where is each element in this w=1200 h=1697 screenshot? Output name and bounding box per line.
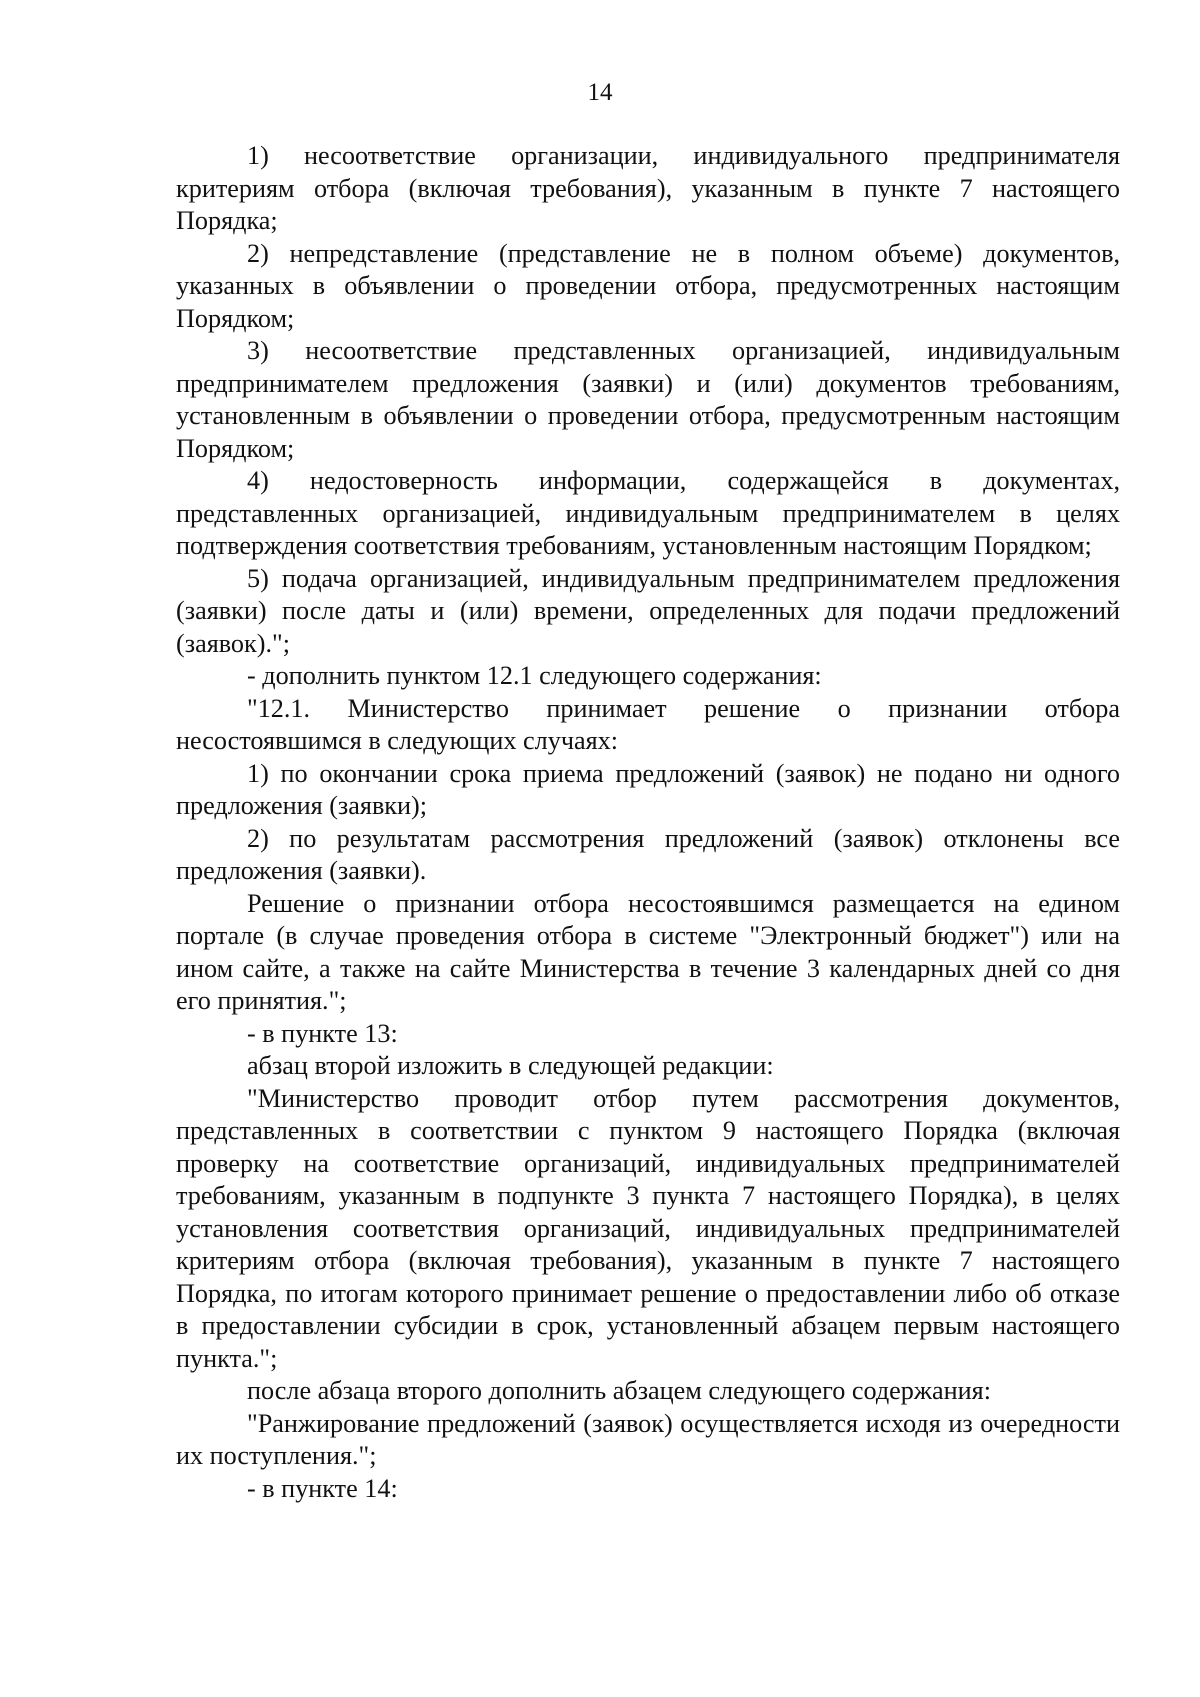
- paragraph-all-rejected: 2) по результатам рассмотрения предложений (заявок) отклонены все предложения (заявки).: [176, 823, 1120, 885]
- paragraph-add-point-12-1: - дополнить пунктом 12.1 следующего содержания:: [247, 661, 822, 690]
- paragraph-point-13: - в пункте 13:: [247, 1018, 398, 1048]
- page-number: 14: [587, 79, 613, 106]
- paragraph-point-14: - в пункте 14:: [247, 1473, 398, 1503]
- paragraph-no-applications: 1) по окончании срока приема предложений (заявок) не подано ни одного предложения (заявки);: [176, 758, 1120, 820]
- paragraph-documents-missing: 2) непредставление (представление не в полном объеме) документов, указанных в объявлении о проведении отбора, предусмотренных настоящим Порядком;: [176, 238, 1120, 333]
- paragraph-selection-procedure: "Министерство проводит отбор путем рассмотрения документов, представленных в соответствии с пунктом 9 настоящего Порядка (включая проверку на соответствие организаций, индивидуальных предпринимателей требованиям, указанным в подпункте 3 пункта 7 настоящего Порядка), в целях установления соответствия организаций, индивидуальных предпринимателей критериям отбора (включая требования), указанным в пункте 7 настоящего Порядка, по итогам которого принимает решение о предоставлении либо об отказе в предоставлении субсидии в срок, установленный абзацем первым настоящего пункта.";: [176, 1083, 1120, 1373]
- paragraph-publication-decision: Решение о признании отбора несостоявшимся размещается на едином портале (в случае проведения отбора в системе "Электронный бюджет") или на ином сайте, а также на сайте Министерства в течение 3 календарных дней со дня его принятия.";: [176, 888, 1120, 1015]
- paragraph-unreliable-info: 4) недостоверность информации, содержащейся в документах, представленных организацией, индивидуальным предпринимателем в целях подтверждения соответствия требованиям, установленным настоящим Порядком;: [176, 466, 1120, 560]
- paragraph-criteria-mismatch: 1) несоответствие организации, индивидуального предпринимателя критериям отбора (включая требования), указанным в пункте 7 настоящего Порядка;: [176, 141, 1120, 235]
- paragraph-point-12-1: "12.1. Министерство принимает решение о признании отбора несостоявшимся в следующих случаях:: [176, 693, 1120, 755]
- document-body: [176, 140, 1120, 1505]
- paragraph-add-abzac-instruction: после абзаца второго дополнить абзацем следующего содержания:: [247, 1376, 991, 1405]
- paragraph-ranking: "Ранжирование предложений (заявок) осуществляется исходя из очередности их поступления.";: [176, 1408, 1120, 1470]
- paragraph-documents-noncompliance: 3) несоответствие представленных организацией, индивидуальным предпринимателем предложения (заявки) и (или) документов требованиям, установленным в объявлении о проведении отбора, предусмотренным настоящим Порядком;: [176, 336, 1120, 463]
- paragraph-late-submission: 5) подача организацией, индивидуальным предпринимателем предложения (заявки) после даты и (или) времени, определенных для подачи предложений (заявок).";: [176, 563, 1120, 658]
- paragraph-second-abzac-instruction: абзац второй изложить в следующей редакции:: [247, 1051, 774, 1080]
